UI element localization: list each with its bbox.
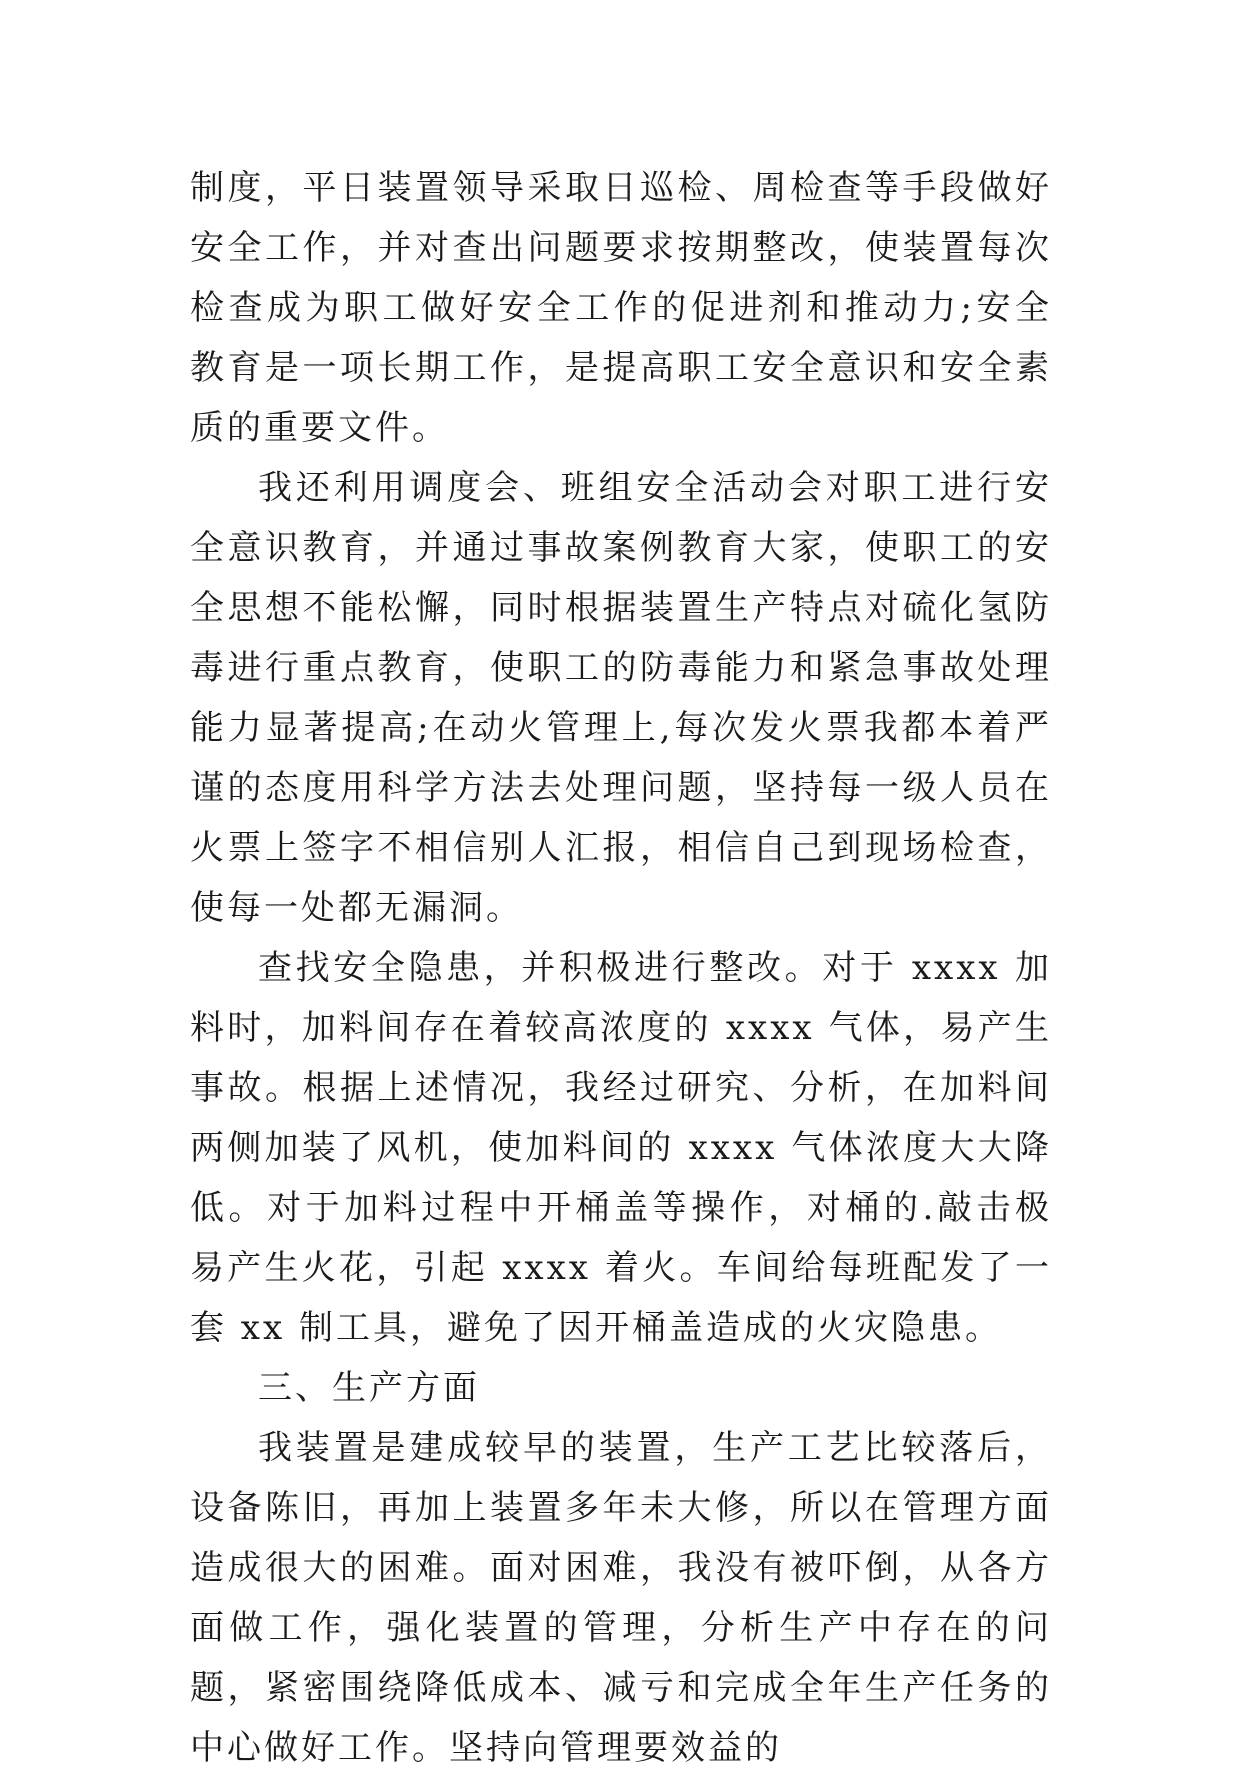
body-text (190, 158, 1052, 1778)
paragraph-1: 制度，平日装置领导采取日巡检、周检查等手段做好安全工作，并对查出问题要求按期整改，使装置每次检查成为职工做好安全工作的促进剂和推动力;安全教育是一项长期工作，是提高职工安全意识和安全素质的重要文件。 (190, 168, 1052, 448)
paragraph-4: 我装置是建成较早的装置，生产工艺比较落后，设备陈旧，再加上装置多年未大修，所以在管理方面造成很大的困难。面对困难，我没有被吓倒，从各方面做工作，强化装置的管理，分析生产中存在的问题，紧密围绕降低成本、减亏和完成全年生产任务的中心做好工作。坚持向管理要效益的 (190, 1428, 1052, 1768)
paragraph-3: 查找安全隐患，并积极进行整改。对于 xxxx 加料时，加料间存在着较高浓度的 xxxx 气体，易产生事故。根据上述情况，我经过研究、分析，在加料间两侧加装了风机，使加料间的 xxxx 气体浓度大大降低。对于加料过程中开桶盖等操作，对桶的.敲击极易产生火花，引起 xxxx 着火。车间给每班配发了一套 xx 制工具，避免了因开桶盖造成的火灾隐患。 (190, 948, 1052, 1348)
paragraph-2: 我还利用调度会、班组安全活动会对职工进行安全意识教育，并通过事故案例教育大家，使职工的安全思想不能松懈，同时根据装置生产特点对硫化氢防毒进行重点教育，使职工的防毒能力和紧急事故处理能力显著提高;在动火管理上,每次发火票我都本着严谨的态度用科学方法去处理问题，坚持每一级人员在火票上签字不相信别人汇报，相信自己到现场检查，使每一处都无漏洞。 (190, 468, 1052, 928)
section-heading: 三、生产方面 (258, 1368, 480, 1408)
